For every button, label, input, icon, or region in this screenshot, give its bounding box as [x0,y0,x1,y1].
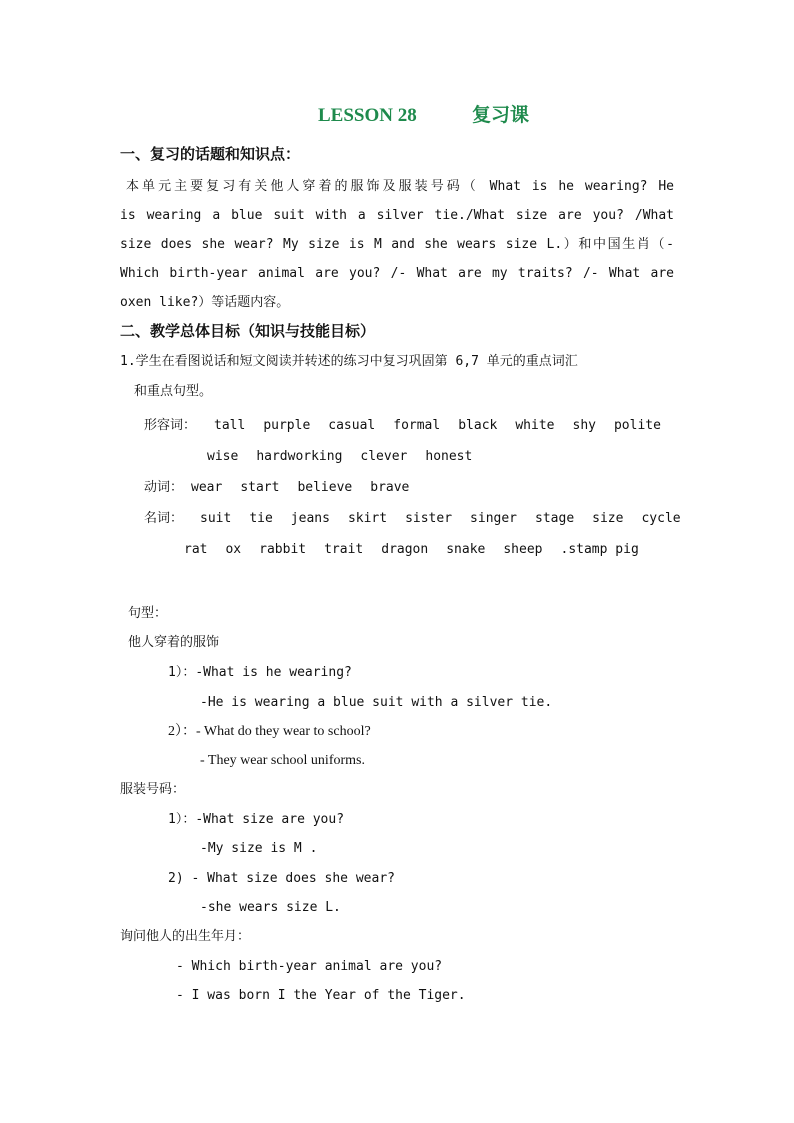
size-q1: 1）：-What size are you? [168,812,345,827]
word: ox [225,542,242,557]
word: sheep [503,542,543,557]
word: singer [470,511,518,526]
size-a1: -My size is M . [200,841,318,856]
noun-label: 名词： [144,511,184,526]
birth-a: - I was born I the Year of the Tiger. [176,988,466,1003]
word: brave [370,480,410,495]
word: size [592,511,624,526]
word: black [458,418,498,433]
section2-item1-line2: 和重点句型。 [134,384,213,399]
word: tall [214,418,246,433]
word: rat [184,542,208,557]
patterns-heading: 句型： [128,606,168,621]
clothes-a2: - They wear school uniforms. [200,753,365,768]
birth-q: - Which birth-year animal are you? [176,959,443,974]
section1-line-3: size does she wear? My size is M and she wears size L.）和中国生肖（- [120,237,674,252]
word: believe [297,480,353,495]
word: casual [328,418,376,433]
word: snake [446,542,486,557]
verb-row [191,478,427,498]
section1-line-5: oxen like?）等话题内容。 [120,295,290,310]
word: .stamp pig [560,542,639,557]
word: formal [393,418,441,433]
word: rabbit [259,542,307,557]
clothes-heading: 他人穿着的服饰 [128,635,220,650]
section1-heading: 一、复习的话题和知识点： [120,145,301,163]
word: clever [360,449,408,464]
clothes-q2: 2）：- What do they wear to school? [168,724,371,739]
adjective-row-2 [207,447,490,467]
noun-row-1 [200,509,681,529]
word: trait [324,542,364,557]
section1-line-2: is wearing a blue suit with a silver tie./What size are you? /What [120,208,674,223]
word: hardworking [256,449,343,464]
section1-line-4: Which birth-year animal are you? /- What are my traits? /- What are [120,266,674,281]
size-q2: 2) - What size does she wear? [168,871,395,886]
word: honest [425,449,473,464]
word: skirt [347,511,388,526]
word: suit [200,511,232,526]
word: cycle [641,511,681,526]
section2-heading: 二、教学总体目标（知识与技能目标） [120,322,376,340]
clothes-q1: 1）：-What is he wearing? [168,665,352,680]
word: stage [535,511,575,526]
adjective-label: 形容词： [144,418,197,433]
size-heading: 服装号码： [120,782,186,797]
word: jeans [290,511,330,526]
clothes-a1: -He is wearing a blue suit with a silver tie. [200,695,553,710]
lesson-subtitle: 复习课 [472,105,530,126]
word: dragon [381,542,429,557]
word: wise [207,449,239,464]
verb-label: 动词： [144,480,184,495]
word: white [515,418,555,433]
word: shy [572,418,596,433]
word: start [240,480,280,495]
size-a2: -she wears size L. [200,900,341,915]
adjective-row-1 [214,416,679,436]
section2-item1-line1: 1.学生在看图说话和短文阅读并转述的练习中复习巩固第 6,7 单元的重点词汇 [120,354,578,369]
word: purple [263,418,311,433]
word: sister [405,511,453,526]
section1-line-1: 本单元主要复习有关他人穿着的服饰及服装号码（ What is he wearing? He [126,179,674,194]
noun-row-2 [184,540,657,560]
birth-heading: 询问他人的出生年月： [120,929,251,944]
word: wear [191,480,223,495]
word: tie [249,511,273,526]
word: polite [613,418,661,433]
lesson-title: LESSON 28 [318,105,417,126]
